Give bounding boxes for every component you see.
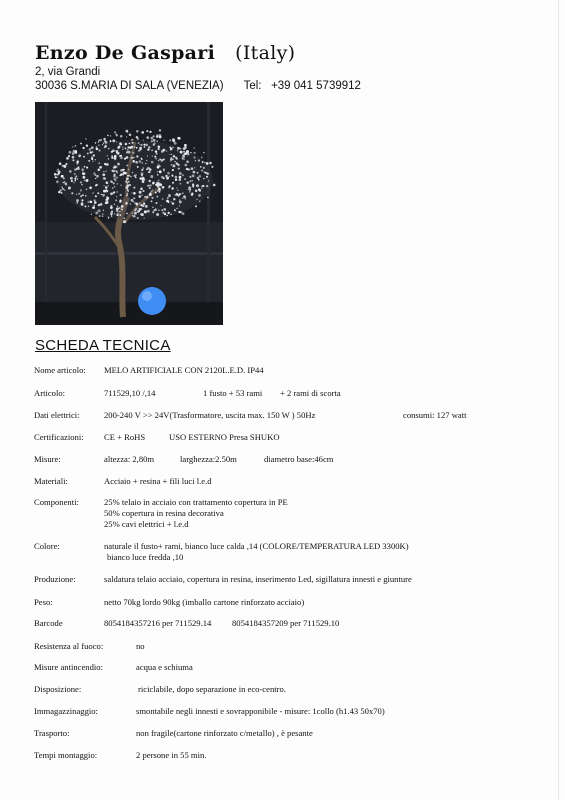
page-edge [558, 0, 559, 800]
spec-value: saldatura telaio acciaio, copertura in resina, inserimento Led, sigillatura innesti e giunture [104, 574, 412, 584]
spec-label: Trasporto: [34, 728, 70, 738]
article-code: 711529,10 /,14 [104, 388, 156, 398]
spec-value: non fragile(cartone rinforzato c/metallo) , è pesante [136, 728, 313, 738]
component-line: 25% telaio in acciaio con trattamento copertura in PE [104, 497, 288, 507]
spec-label: Barcode [34, 618, 63, 628]
spec-value: smontabile negli innesti e sovrapponibile - misure: 1collo (h1.43 50x70) [136, 706, 385, 716]
spec-label: Immagazzinaggio: [34, 706, 98, 716]
product-photo [35, 102, 223, 325]
spec-value: MELO ARTIFICIALE CON 2120L.E.D. IP44 [104, 365, 264, 375]
spec-value: 2 persone in 55 min. [136, 750, 207, 760]
spec-value: acqua e schiuma [136, 662, 193, 672]
spec-value: netto 70kg lordo 90kg (imballo cartone rinforzato acciaio) [104, 597, 305, 607]
spec-label: Dati elettrici: [34, 410, 80, 420]
company-header [35, 42, 295, 64]
component-line: 50% copertura in resina decorativa [104, 508, 224, 518]
article-trunk: 1 fusto + 53 rami [203, 388, 263, 398]
company-country: (Italy) [235, 42, 296, 64]
spec-label: Resistenza al fuoco: [34, 641, 104, 651]
address-city: 30036 S.MARIA DI SALA (VENEZIA) [35, 80, 224, 92]
spec-label: Certificazioni: [34, 432, 84, 442]
spec-label: Misure antincendio: [34, 662, 103, 672]
tel-label: Tel: [243, 80, 262, 92]
article-spare: + 2 rami di scorta [280, 388, 341, 398]
address-line [35, 80, 361, 92]
tel-number: +39 041 5739912 [271, 80, 361, 92]
spec-label: Articolo: [34, 388, 66, 398]
spec-label: Nome articolo: [34, 365, 86, 375]
measure-diameter: diametro base:46cm [264, 454, 334, 464]
spec-label: Produzione: [34, 574, 76, 584]
spec-value: Acciaio + resina + fili luci l.e.d [104, 476, 212, 486]
company-name: Enzo De Gaspari [35, 42, 216, 64]
spec-value: no [136, 641, 145, 651]
illuminated-tree-photo-icon [35, 102, 223, 325]
barcode-2: 8054184357209 per 711529.10 [232, 618, 340, 628]
address-street: 2, via Grandi [35, 66, 101, 78]
spec-label: Componenti: [34, 497, 79, 507]
spec-label: Peso: [34, 597, 53, 607]
colour-line: naturale il fusto+ rami, bianco luce calda ,14 (COLORE/TEMPERATURA LED 3300K) [104, 541, 409, 551]
barcode-1: 8054184357216 per 711529.14 [104, 618, 212, 628]
measure-width: larghezza:2.50m [180, 454, 237, 464]
measure-height: altezza: 2,80m [104, 454, 155, 464]
spec-label: Materiali: [34, 476, 68, 486]
spec-value: riciclabile, dopo separazione in eco-centro. [138, 684, 286, 694]
component-line: 25% cavi elettrici + l.e.d [104, 519, 189, 529]
power-consumption: consumi: 127 watt [403, 410, 467, 420]
colour-line: bianco luce fredda ,10 [107, 552, 184, 562]
spec-label: Disposizione: [34, 684, 82, 694]
cert-ce: CE + RoHS [104, 432, 146, 442]
spec-label: Tempi montaggio: [34, 750, 98, 760]
spec-value: 200-240 V >> 24V(Trasformatore, uscita max. 150 W ) 50Hz [104, 410, 316, 420]
spec-label: Misure: [34, 454, 61, 464]
cert-uso: USO ESTERNO Presa SHUKO [169, 432, 280, 442]
section-heading: SCHEDA TECNICA [35, 337, 171, 354]
spec-label: Colore: [34, 541, 60, 551]
